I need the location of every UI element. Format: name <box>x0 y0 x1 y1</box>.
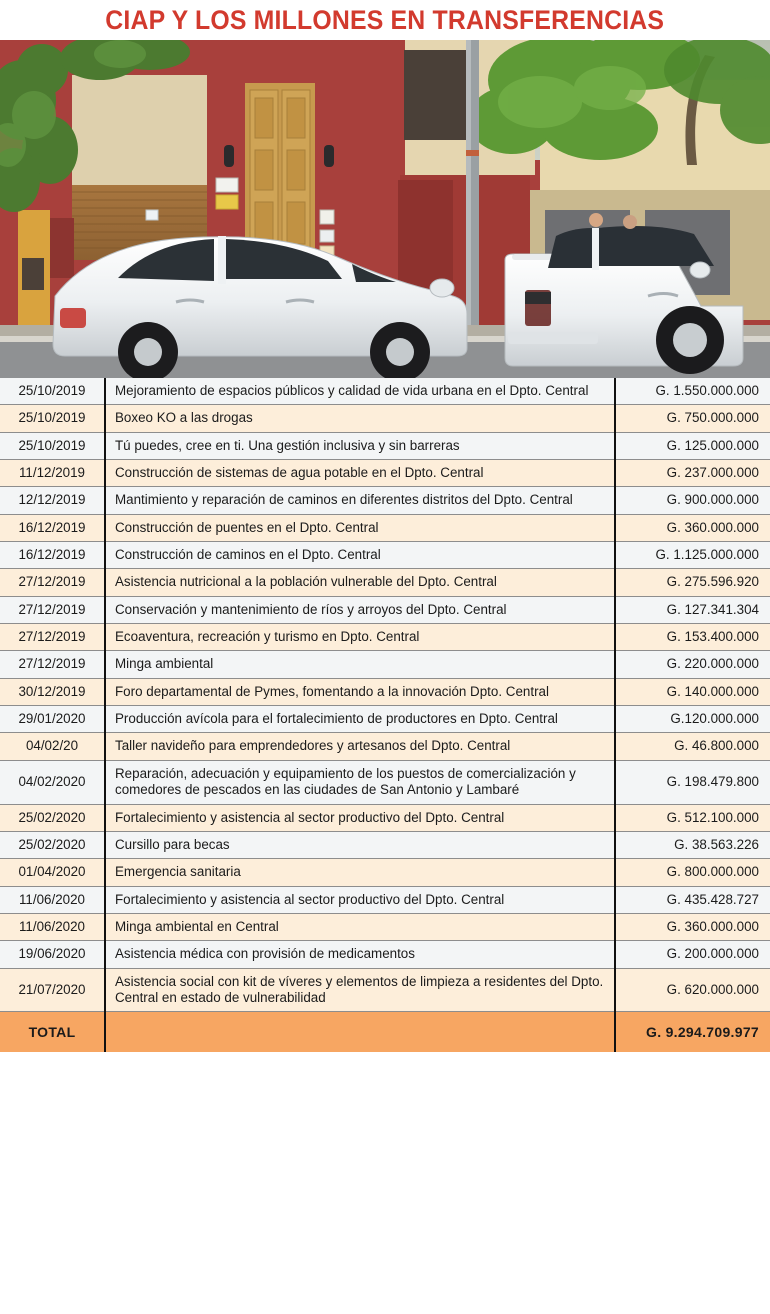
table-row <box>0 733 770 760</box>
table-row <box>0 405 770 432</box>
cell-amount: G. 140.000.000 <box>615 678 770 705</box>
table-row <box>0 432 770 459</box>
cell-description: Minga ambiental <box>105 651 615 678</box>
cell-description: Taller navideño para emprendedores y artesanos del Dpto. Central <box>105 733 615 760</box>
total-amount: G. 9.294.709.977 <box>615 1012 770 1053</box>
page-title: CIAP Y LOS MILLONES EN TRANSFERENCIAS <box>105 4 665 35</box>
cell-date: 12/12/2019 <box>0 487 105 514</box>
total-description <box>105 1012 615 1053</box>
cell-amount: G. 198.479.800 <box>615 760 770 804</box>
cell-amount: G. 153.400.000 <box>615 624 770 651</box>
cell-description: Mejoramiento de espacios públicos y calidad de vida urbana en el Dpto. Central <box>105 378 615 405</box>
cell-amount: G. 360.000.000 <box>615 913 770 940</box>
cell-description: Construcción de puentes en el Dpto. Central <box>105 514 615 541</box>
cell-date: 11/06/2020 <box>0 913 105 940</box>
cell-date: 30/12/2019 <box>0 678 105 705</box>
table-row <box>0 831 770 858</box>
cell-date: 25/10/2019 <box>0 378 105 405</box>
table-row <box>0 913 770 940</box>
cell-date: 16/12/2019 <box>0 542 105 569</box>
table-row <box>0 706 770 733</box>
cell-amount: G. 620.000.000 <box>615 968 770 1012</box>
cell-description: Fortalecimiento y asistencia al sector productivo del Dpto. Central <box>105 886 615 913</box>
cell-description: Tú puedes, cree en ti. Una gestión inclusiva y sin barreras <box>105 432 615 459</box>
cell-amount: G. 275.596.920 <box>615 569 770 596</box>
cell-description: Conservación y mantenimiento de ríos y arroyos del Dpto. Central <box>105 596 615 623</box>
cell-description: Fortalecimiento y asistencia al sector productivo del Dpto. Central <box>105 804 615 831</box>
cell-date: 19/06/2020 <box>0 941 105 968</box>
table-row <box>0 760 770 804</box>
cell-amount: G. 512.100.000 <box>615 804 770 831</box>
cell-description: Foro departamental de Pymes, fomentando a la innovación Dpto. Central <box>105 678 615 705</box>
cell-description: Construcción de sistemas de agua potable en el Dpto. Central <box>105 460 615 487</box>
table-row <box>0 941 770 968</box>
cell-date: 25/10/2019 <box>0 432 105 459</box>
building-photo <box>0 40 770 378</box>
table-row <box>0 542 770 569</box>
cell-date: 27/12/2019 <box>0 624 105 651</box>
table-row <box>0 678 770 705</box>
photo-illustration <box>0 40 770 378</box>
cell-date: 27/12/2019 <box>0 596 105 623</box>
cell-description: Reparación, adecuación y equipamiento de los puestos de comercialización y comedores de pescados en las ciudades de San Antonio y Lambaré <box>105 760 615 804</box>
cell-date: 11/12/2019 <box>0 460 105 487</box>
table-row <box>0 804 770 831</box>
cell-date: 01/04/2020 <box>0 859 105 886</box>
table-total-row <box>0 1012 770 1053</box>
cell-date: 11/06/2020 <box>0 886 105 913</box>
cell-date: 27/12/2019 <box>0 651 105 678</box>
cell-description: Ecoaventura, recreación y turismo en Dpto. Central <box>105 624 615 651</box>
cell-description: Mantimiento y reparación de caminos en diferentes distritos del Dpto. Central <box>105 487 615 514</box>
table-row <box>0 569 770 596</box>
cell-amount: G. 46.800.000 <box>615 733 770 760</box>
cell-description: Emergencia sanitaria <box>105 859 615 886</box>
cell-description: Cursillo para becas <box>105 831 615 858</box>
cell-amount: G. 220.000.000 <box>615 651 770 678</box>
cell-amount: G. 127.341.304 <box>615 596 770 623</box>
cell-description: Asistencia social con kit de víveres y elementos de limpieza a residentes del Dpto. Central en estado de vulnerabilidad <box>105 968 615 1012</box>
cell-amount: G.120.000.000 <box>615 706 770 733</box>
cell-date: 25/02/2020 <box>0 804 105 831</box>
cell-date: 29/01/2020 <box>0 706 105 733</box>
table-row <box>0 596 770 623</box>
cell-amount: G. 38.563.226 <box>615 831 770 858</box>
cell-amount: G. 200.000.000 <box>615 941 770 968</box>
cell-description: Minga ambiental en Central <box>105 913 615 940</box>
cell-amount: G. 125.000.000 <box>615 432 770 459</box>
cell-amount: G. 900.000.000 <box>615 487 770 514</box>
table-row <box>0 968 770 1012</box>
table-row <box>0 460 770 487</box>
table-row <box>0 859 770 886</box>
title-bar <box>0 0 770 40</box>
cell-date: 25/02/2020 <box>0 831 105 858</box>
cell-description: Asistencia nutricional a la población vulnerable del Dpto. Central <box>105 569 615 596</box>
cell-amount: G. 1.550.000.000 <box>615 378 770 405</box>
cell-date: 04/02/2020 <box>0 760 105 804</box>
cell-amount: G. 1.125.000.000 <box>615 542 770 569</box>
table-row <box>0 624 770 651</box>
cell-amount: G. 750.000.000 <box>615 405 770 432</box>
transfers-table <box>0 378 770 1052</box>
cell-date: 04/02/20 <box>0 733 105 760</box>
transfers-table-body <box>0 378 770 1052</box>
cell-description: Construcción de caminos en el Dpto. Central <box>105 542 615 569</box>
table-row <box>0 886 770 913</box>
cell-date: 25/10/2019 <box>0 405 105 432</box>
table-row <box>0 514 770 541</box>
cell-amount: G. 435.428.727 <box>615 886 770 913</box>
cell-date: 21/07/2020 <box>0 968 105 1012</box>
cell-date: 27/12/2019 <box>0 569 105 596</box>
cell-description: Asistencia médica con provisión de medicamentos <box>105 941 615 968</box>
table-row <box>0 487 770 514</box>
table-row <box>0 378 770 405</box>
cell-amount: G. 237.000.000 <box>615 460 770 487</box>
cell-description: Producción avícola para el fortalecimiento de productores en Dpto. Central <box>105 706 615 733</box>
total-label: TOTAL <box>0 1012 105 1053</box>
cell-amount: G. 360.000.000 <box>615 514 770 541</box>
cell-description: Boxeo KO a las drogas <box>105 405 615 432</box>
table-row <box>0 651 770 678</box>
cell-date: 16/12/2019 <box>0 514 105 541</box>
cell-amount: G. 800.000.000 <box>615 859 770 886</box>
